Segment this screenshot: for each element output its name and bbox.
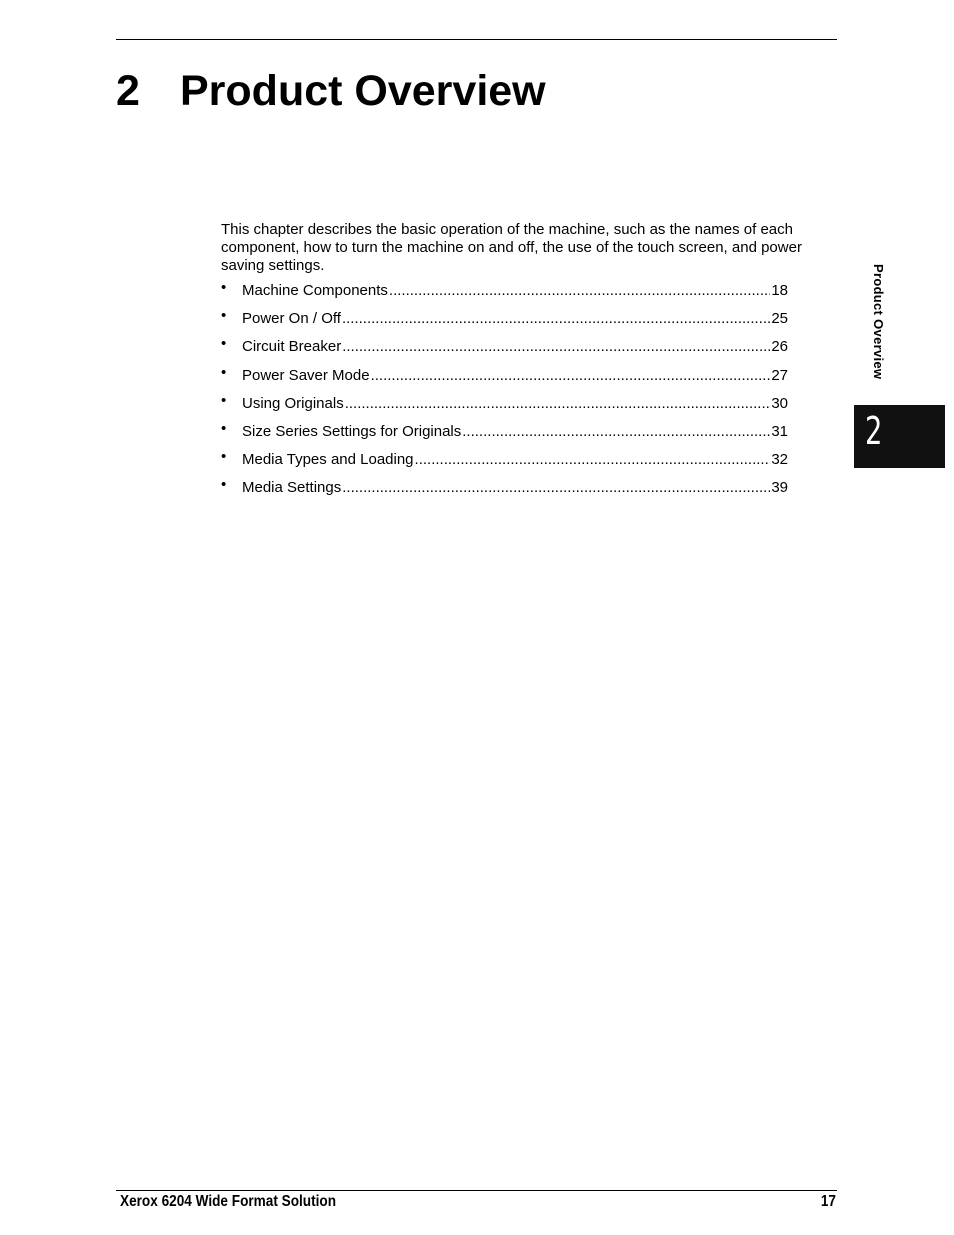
chapter-number: 2 [116, 67, 140, 115]
toc-item[interactable] [221, 421, 788, 449]
toc-item[interactable] [221, 308, 788, 336]
bullet-icon: • [221, 476, 227, 494]
toc-item-title: Size Series Settings for Originals [242, 422, 462, 440]
toc-item-title: Media Types and Loading [242, 451, 414, 469]
toc-item-title: Power Saver Mode [242, 366, 370, 384]
toc-item-page: 25 [771, 310, 788, 328]
footer-rule [116, 1190, 837, 1191]
toc-item[interactable] [221, 280, 788, 308]
toc-item-page: 30 [771, 394, 788, 412]
bullet-icon: • [221, 363, 227, 381]
toc-dot-leader [415, 449, 771, 471]
toc-item-page: 26 [771, 338, 788, 356]
chapter-heading [116, 66, 546, 116]
header-rule [116, 39, 837, 40]
toc-dot-leader [389, 280, 770, 302]
chapter-toc [221, 280, 788, 506]
toc-item-page: 31 [771, 422, 788, 440]
toc-item-page: 18 [771, 282, 788, 299]
footer-page-number: 17 [820, 1193, 836, 1210]
toc-item-page: 32 [771, 451, 788, 469]
side-tab-number: 2 [865, 409, 883, 453]
chapter-title: Product Overview [180, 67, 546, 115]
bullet-icon: • [221, 419, 227, 437]
bullet-icon: • [221, 448, 227, 466]
toc-item-page: 27 [771, 366, 788, 384]
toc-dot-leader [371, 365, 771, 387]
bullet-icon: • [221, 307, 227, 325]
footer-title: Xerox 6204 Wide Format Solution [120, 1193, 337, 1210]
toc-dot-leader [342, 308, 770, 330]
toc-item[interactable] [221, 336, 788, 364]
toc-dot-leader [342, 336, 770, 358]
toc-dot-leader [462, 421, 770, 443]
bullet-icon: • [221, 335, 227, 353]
bullet-icon: • [221, 391, 227, 409]
chapter-side-tab [854, 405, 945, 468]
toc-item-title: Using Originals [242, 394, 344, 412]
toc-item-page: 39 [771, 479, 788, 497]
bullet-icon: • [221, 279, 227, 296]
toc-item[interactable] [221, 393, 788, 421]
toc-item[interactable] [221, 365, 788, 393]
chapter-intro: This chapter describes the basic operation of the machine, such as the names of each component, how to turn the machine on and off, the use of the touch screen, and power saving settings. [221, 221, 802, 274]
toc-item-title: Media Settings [242, 479, 342, 497]
toc-item-title: Power On / Off [242, 310, 341, 328]
toc-item-title: Machine Components [242, 282, 388, 299]
toc-item[interactable] [221, 477, 788, 505]
toc-item-title: Circuit Breaker [242, 338, 342, 356]
side-tab-label: Product Overview [871, 264, 886, 380]
toc-item[interactable] [221, 449, 788, 477]
toc-dot-leader [345, 393, 771, 415]
toc-dot-leader [342, 477, 770, 499]
